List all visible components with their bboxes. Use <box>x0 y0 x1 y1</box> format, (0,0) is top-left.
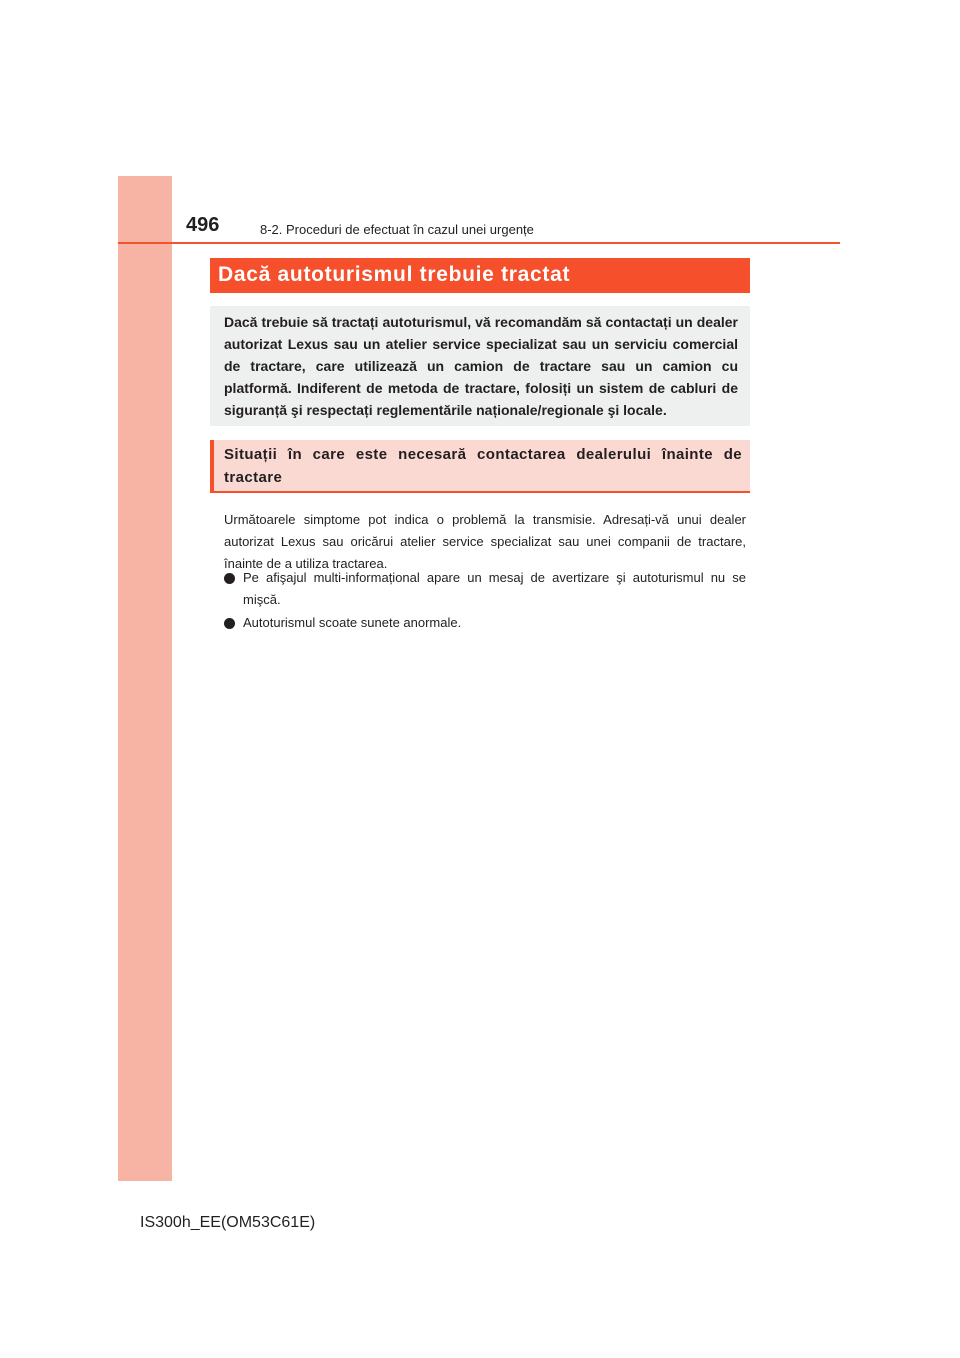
bullet-icon <box>224 618 235 629</box>
section-title: 8-2. Proceduri de efectuat în cazul unei urgențe <box>260 222 534 237</box>
intro-box: Dacă trebuie să tractați autoturismul, vă recomandăm să contactați un dealer autorizat Lexus sau un atelier service specializat sau un serviciu comercial de tractare, care utilizează un camion de tractare sau un camion cu platformă. Indiferent de metoda de tractare, folosiți un sistem de cabluri de siguranță şi respectați reglementările naționale/regionale şi locale. <box>210 306 750 426</box>
list-item-text: Autoturismul scoate sunete anormale. <box>243 615 462 630</box>
list-item-text: Pe afişajul multi-informațional apare un mesaj de avertizare şi autoturismul nu se mişcă. <box>243 570 746 607</box>
document-code: IS300h_EE(OM53C61E) <box>140 1214 316 1231</box>
page-number: 496 <box>186 214 220 236</box>
sub-heading: Situații în care este necesară contactarea dealerului înainte de tractare <box>210 440 750 493</box>
list-item <box>224 567 746 611</box>
side-tab-bar <box>118 176 172 1181</box>
list-item <box>224 612 746 634</box>
bullet-icon <box>224 573 235 584</box>
body-paragraph: Următoarele simptome pot indica o problemă la transmisie. Adresați-vă unui dealer autorizat Lexus sau oricărui atelier service specializat sau unei companii de tractare, înainte de a utiliza tractarea. <box>224 512 746 571</box>
main-heading: Dacă autoturismul trebuie tractat <box>210 258 750 293</box>
header-rule <box>118 242 840 244</box>
